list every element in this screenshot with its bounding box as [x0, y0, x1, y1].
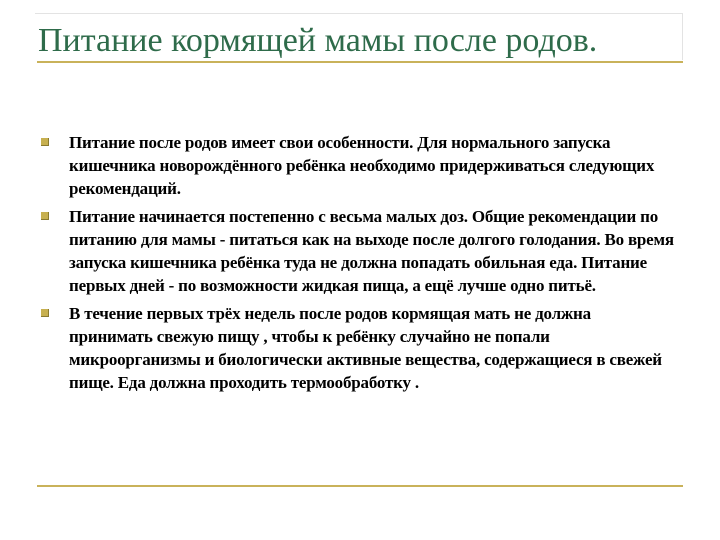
title-divider — [37, 61, 683, 63]
square-bullet-icon — [41, 212, 49, 220]
slide-title: Питание кормящей мамы после родов. — [38, 22, 598, 59]
square-bullet-icon — [41, 138, 49, 146]
bullet-text: Питание начинается постепенно с весьма малых доз. Общие рекомендации по питанию для мамы - питаться как на выходе после долгого голодания. Во время запуска кишечника ребёнка туда не должна попадать обильная еда. Питание первых дней - по возможности жидкая пища, а ещё лучше одно питьё. — [69, 207, 674, 295]
list-item — [36, 131, 676, 200]
list-item — [36, 205, 676, 297]
bullet-text: В течение первых трёх недель после родов кормящая мать не должна принимать свежую пищу , чтобы к ребёнку случайно не попали микроорганизмы и биологически активные вещества, содержащиеся в свежей пище. Еда должна проходить термообработку . — [69, 304, 662, 392]
list-item — [36, 302, 676, 394]
bottom-divider — [37, 485, 683, 487]
square-bullet-icon — [41, 309, 49, 317]
bullet-list — [36, 131, 676, 399]
bullet-text: Питание после родов имеет свои особенности. Для нормального запуска кишечника новорождённого ребёнка необходимо придерживаться следующих рекомендаций. — [69, 133, 655, 198]
